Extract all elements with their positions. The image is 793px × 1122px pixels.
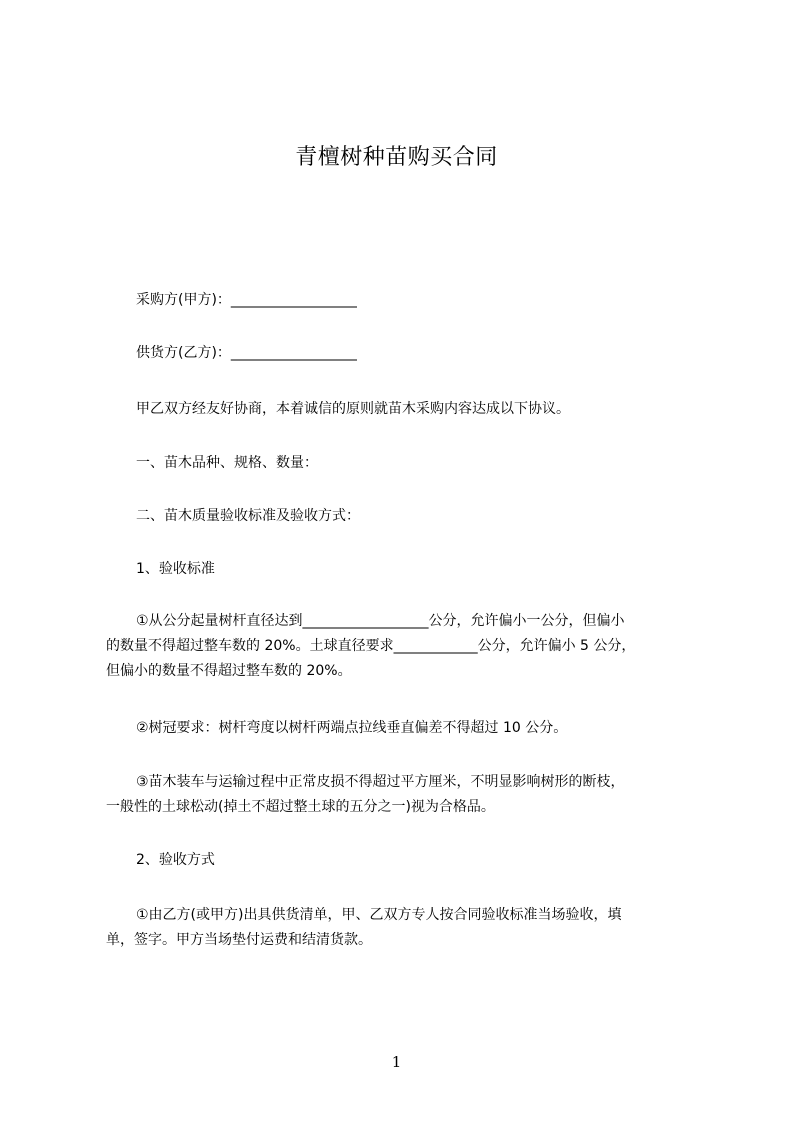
document-title: 青檀树种苗购买合同 xyxy=(295,145,498,170)
clause-line: ①由乙方(或甲方)出具供货清单，甲、乙双方专人按合同验收标准当场验收，填 xyxy=(136,907,622,923)
subheading-acceptance-standard: 1、验收标准 xyxy=(136,561,215,577)
clause-line: ①从公分起量树杆直径达到__________________公分，允许偏小一公分，但偏小 xyxy=(136,613,625,629)
clause-crown-requirement: ②树冠要求：树杆弯度以树杆两端点拉线垂直偏差不得超过 10 公分。 xyxy=(136,720,568,736)
page-number: 1 xyxy=(391,1053,402,1071)
clause-line: 但偏小的数量不得超过整车数的 20%。 xyxy=(106,663,352,679)
clause-line: ③苗木装车与运输过程中正常皮损不得超过平方厘米，不明显影响树形的断枝， xyxy=(136,774,625,790)
clause-transport-damage xyxy=(106,770,706,820)
clause-line: 单，签字。甲方当场垫付运费和结清货款。 xyxy=(106,932,372,948)
subheading-acceptance-method: 2、验收方式 xyxy=(136,852,215,868)
intro-paragraph: 甲乙双方经友好协商，本着诚信的原则就苗木采购内容达成以下协议。 xyxy=(136,401,570,417)
section-heading-varieties: 一、苗木品种、规格、数量： xyxy=(136,455,318,471)
clause-line: 的数量不得超过整车数的 20%。土球直径要求____________公分，允许偏小 5 公分， xyxy=(106,638,636,654)
clause-line: 一般性的土球松动(掉土不超过整土球的五分之一)视为合格品。 xyxy=(106,799,495,815)
section-heading-quality: 二、苗木质量验收标准及验收方式： xyxy=(136,508,360,524)
party-b-line: 供货方(乙方)：__________________ xyxy=(136,345,357,361)
clause-delivery-list xyxy=(106,903,706,953)
clause-trunk-diameter xyxy=(106,609,706,684)
party-a-line: 采购方(甲方)：__________________ xyxy=(136,292,357,308)
